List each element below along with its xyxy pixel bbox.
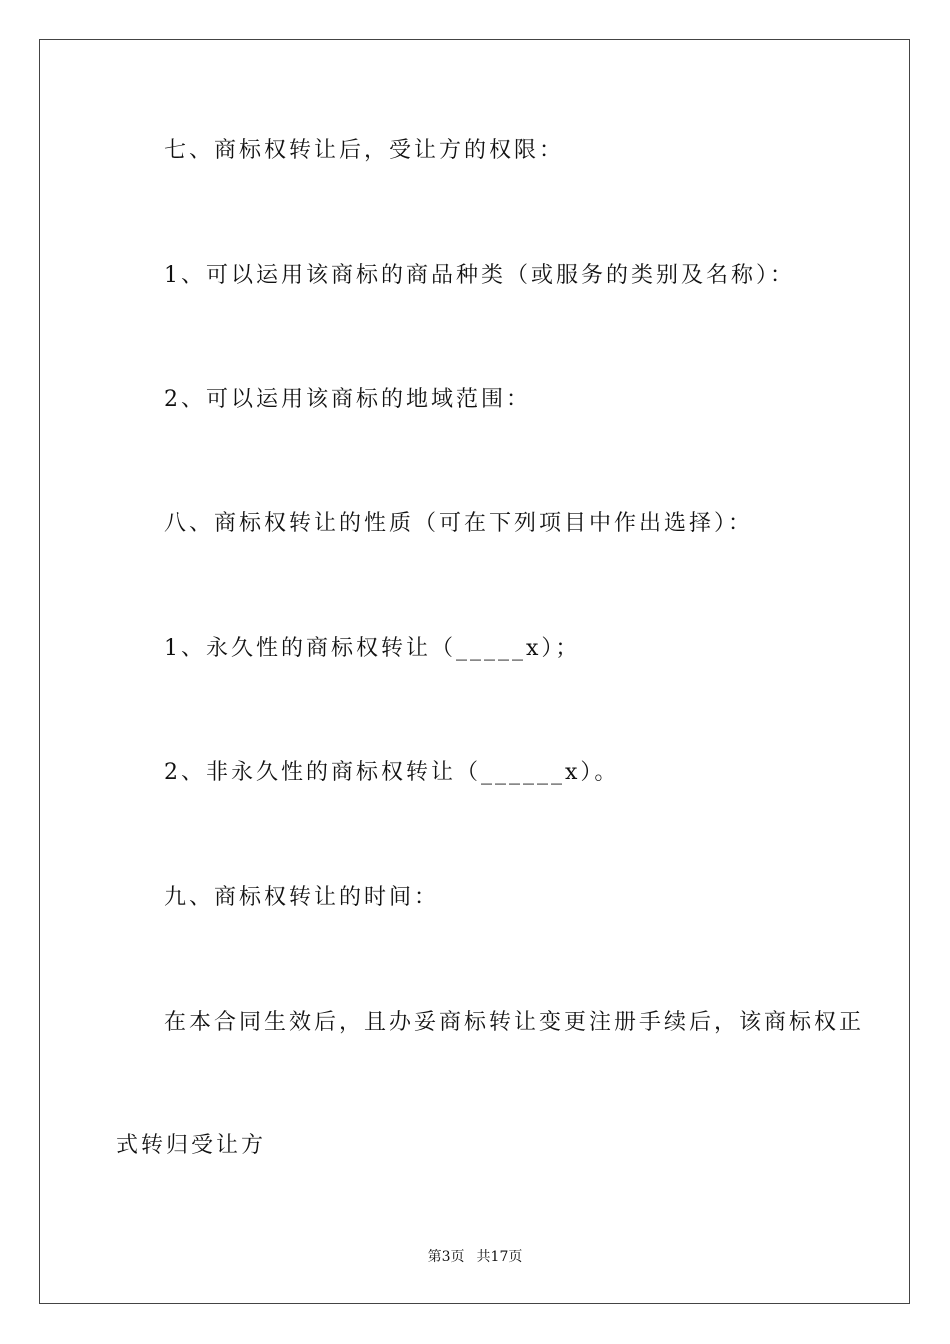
- transfer-time-paragraph: 在本合同生效后，且办妥商标转让变更注册手续后，该商标权正: [164, 1010, 865, 1035]
- section-7-heading: 七、商标权转让后，受让方的权限：: [164, 138, 565, 163]
- page-total: 共17页: [476, 1249, 523, 1265]
- item-geographic-scope: 2、可以运用该商标的地域范围：: [164, 387, 531, 412]
- page-border: [39, 39, 910, 1304]
- item-non-permanent-transfer: 2、非永久性的商标权转让（______x）。: [164, 760, 620, 785]
- item-goods-category: 1、可以运用该商标的商品种类（或服务的类别及名称）：: [164, 263, 795, 288]
- page-footer: [0, 1248, 950, 1266]
- section-9-heading: 九、商标权转让的时间：: [164, 885, 440, 910]
- section-8-heading: 八、商标权转让的性质（可在下列项目中作出选择）：: [164, 511, 754, 536]
- transfer-time-paragraph-continued: 式转归受让方: [116, 1133, 267, 1158]
- page-number: 第3页: [427, 1249, 465, 1265]
- item-permanent-transfer: 1、永久性的商标权转让（_____x）；: [164, 636, 581, 661]
